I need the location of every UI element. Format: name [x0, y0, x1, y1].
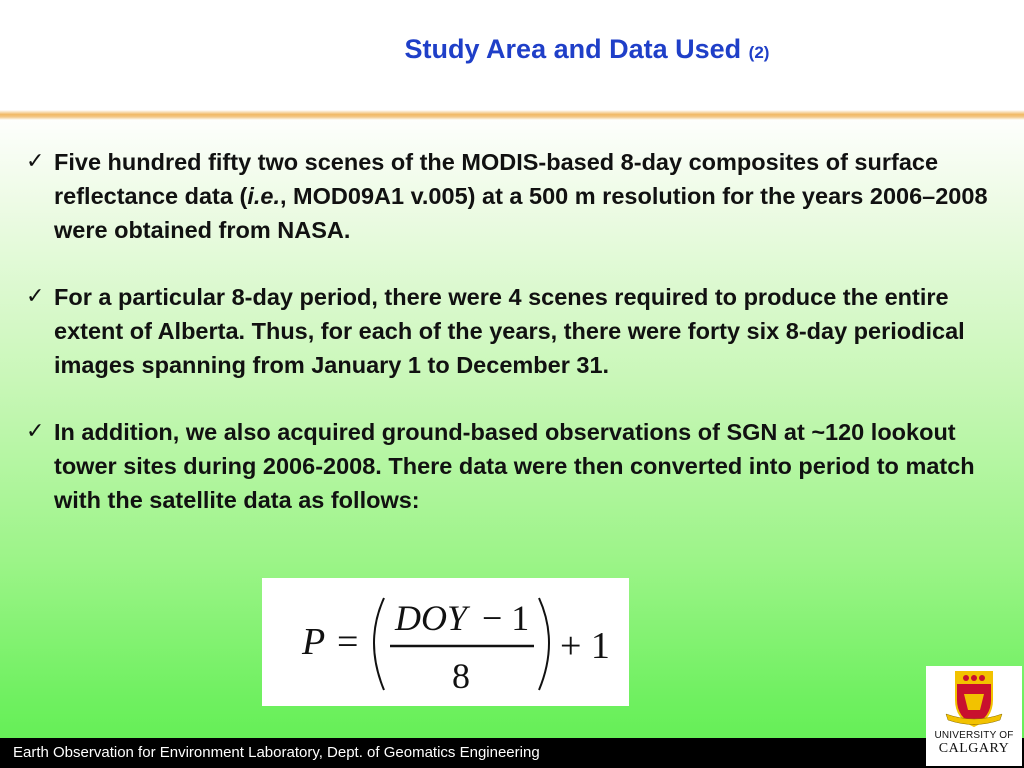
list-item: [26, 280, 1011, 382]
list-item: [26, 145, 1011, 247]
checkmark-icon: ✓: [26, 149, 45, 174]
bullet-text: In addition, we also acquired ground-based observations of SGN at ~120 lookout tower sites during 2006-2008. There data were then converted into period to match with the satellite data as follows:: [54, 419, 975, 513]
list-item: [26, 415, 1011, 517]
crest-icon: [926, 666, 1022, 730]
checkmark-icon: ✓: [26, 419, 45, 444]
emphasis-text: i.e.: [247, 183, 280, 209]
equation-denominator: 8: [452, 656, 470, 696]
bullet-text: Five hundred fifty two scenes of the MODIS-based 8-day composites of surface reflectance data (i.e., MOD09A1 v.005) at a 500 m resolution for the years 2006–2008 were obtained from NASA.: [54, 149, 988, 243]
logo-line-2: CALGARY: [938, 741, 1010, 756]
university-logo: [926, 666, 1022, 766]
bullet-list: [26, 145, 1011, 550]
header-divider: [0, 110, 1024, 120]
logo-line-1: UNIVERSITY OF: [934, 730, 1014, 741]
slide-title-main: Study Area and Data Used: [404, 34, 742, 64]
equation-numerator-var: DOY: [395, 598, 468, 638]
checkmark-icon: ✓: [26, 284, 45, 309]
equation-tail: + 1: [560, 625, 610, 667]
bullet-text: For a particular 8-day period, there were 4 scenes required to produce the entire extent of Alberta. Thus, for each of the years, there were forty six 8-day periodical images spanning from January 1 to December 31.: [54, 284, 965, 378]
left-paren-icon: [374, 598, 384, 690]
equation-numerator-op: − 1: [482, 598, 530, 638]
equation-equals: =: [337, 621, 359, 663]
equation-graphic: [262, 578, 629, 706]
equation-lhs: P: [302, 621, 326, 663]
equation-box: [262, 578, 629, 706]
footer-text: Earth Observation for Environment Laboratory, Dept. of Geomatics Engineering: [13, 744, 540, 761]
slide-title: [0, 34, 1024, 65]
slide-title-sub: (2): [748, 43, 770, 62]
footer-bar: [0, 738, 1024, 768]
right-paren-icon: [539, 598, 549, 690]
